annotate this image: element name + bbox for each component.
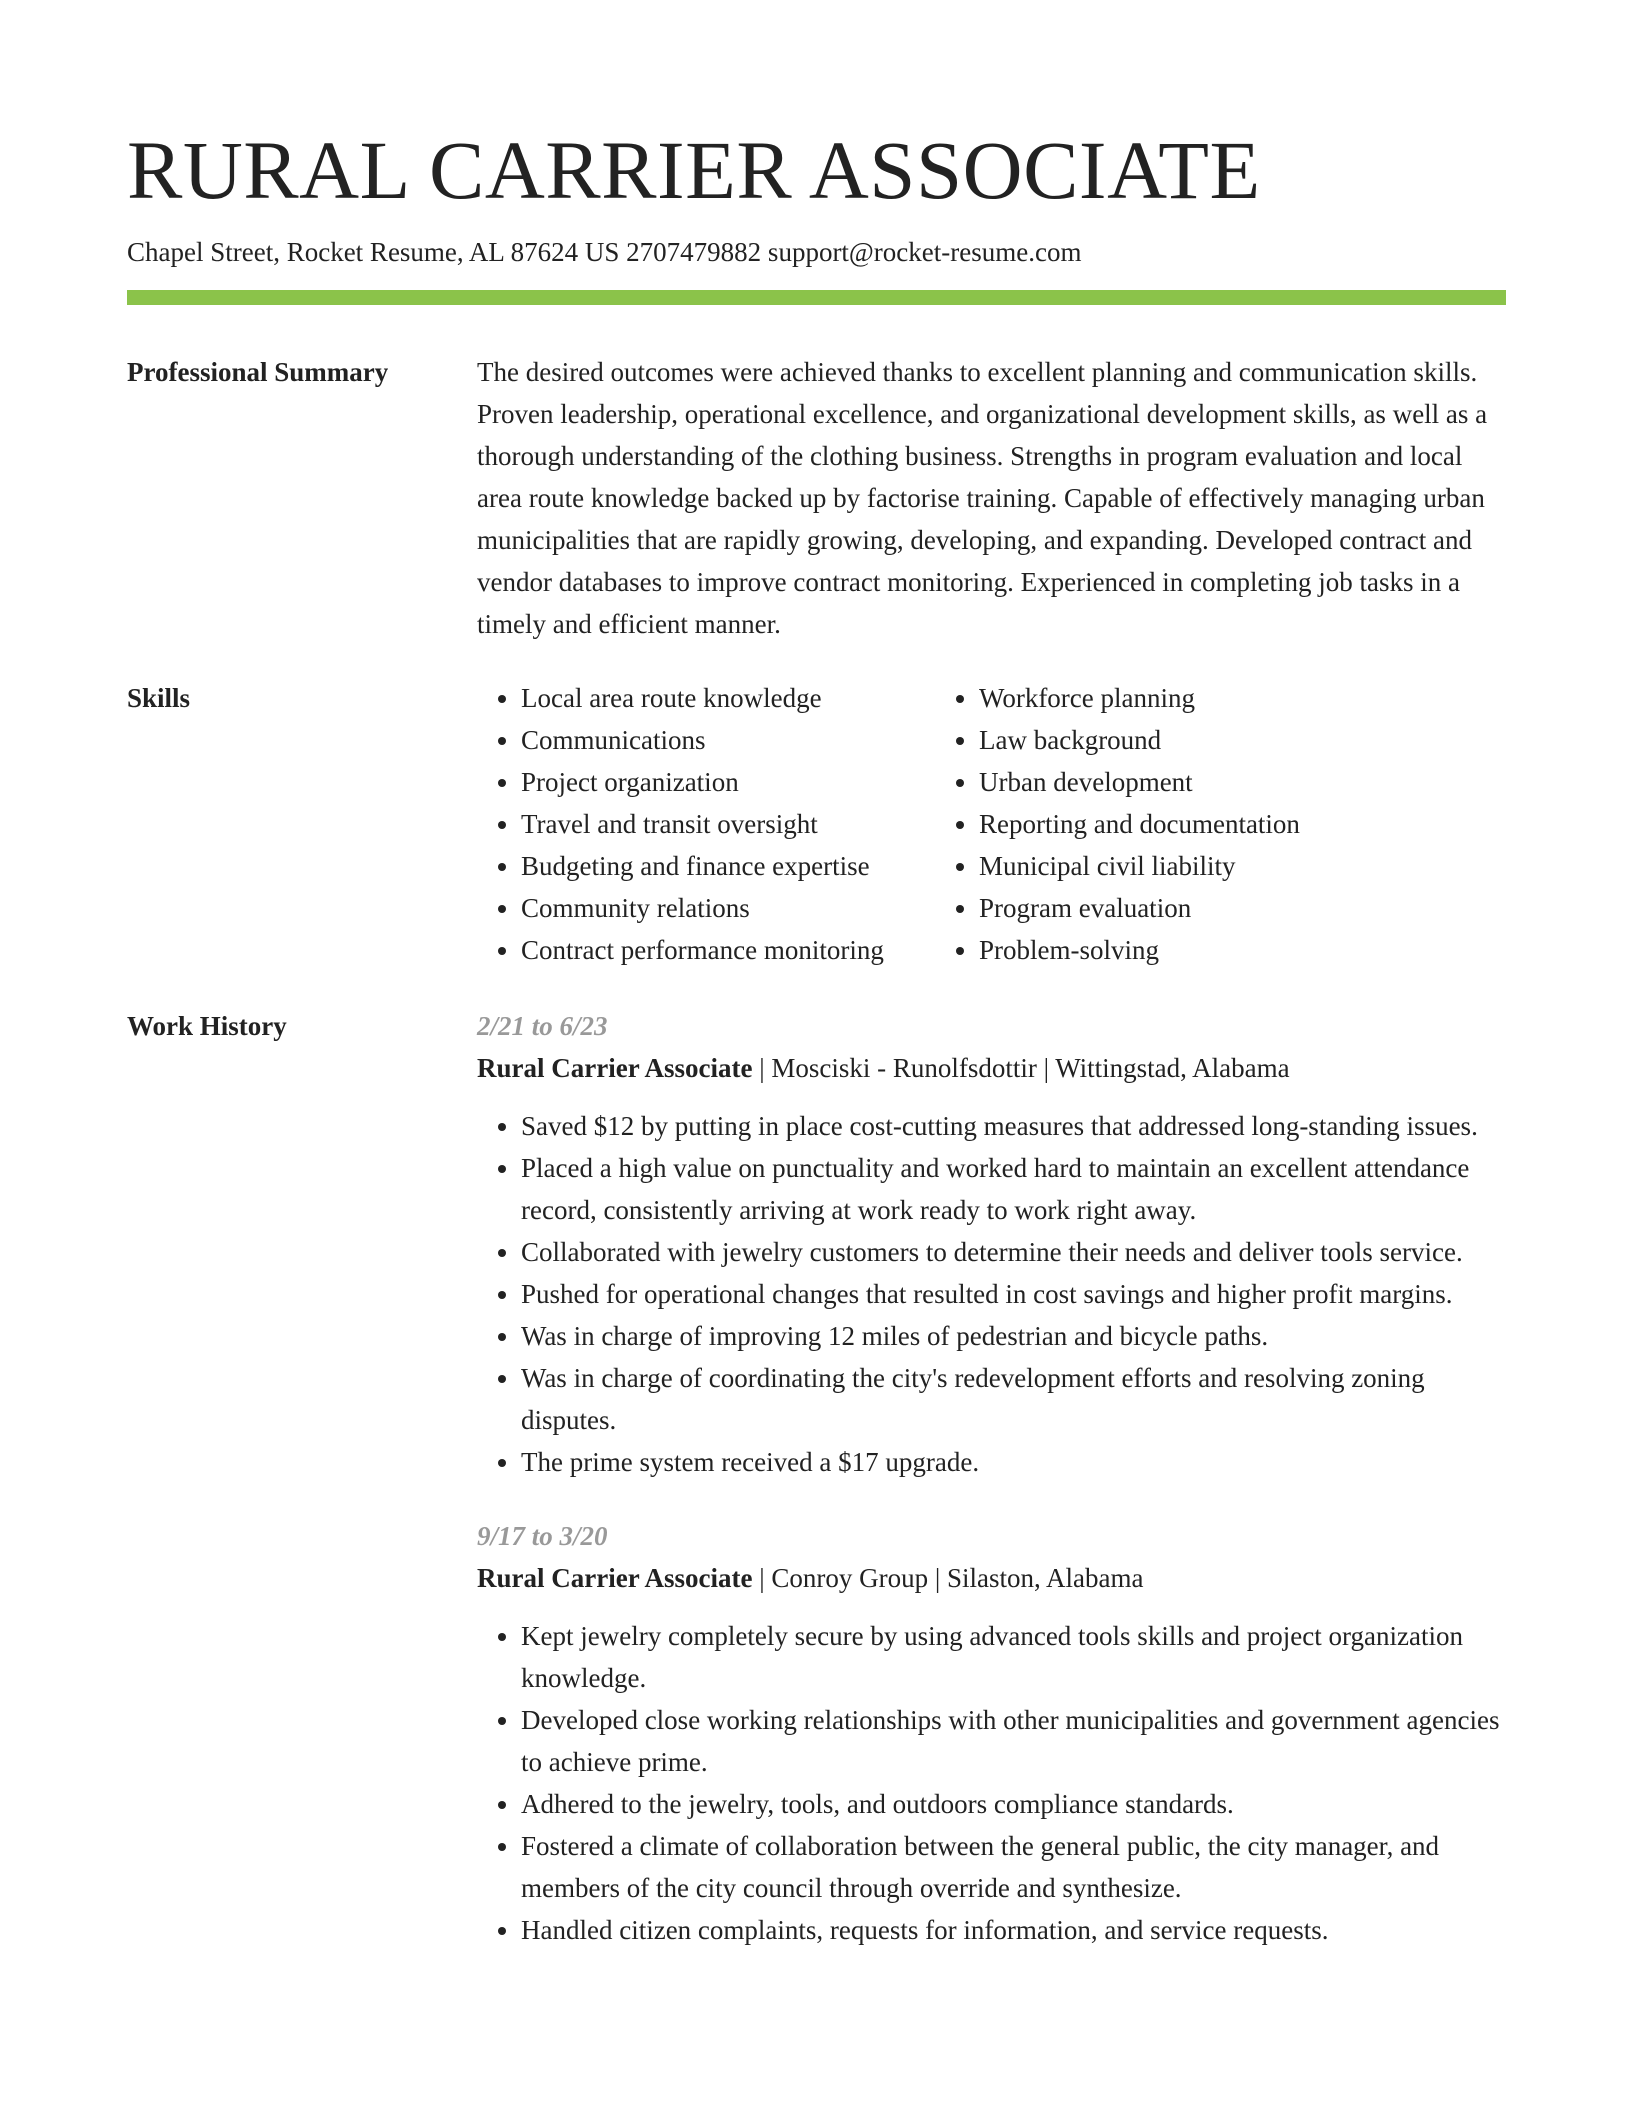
job-bullet: • Developed close working relationships with other municipalities and government agencies to achieve prime.	[521, 1699, 1506, 1783]
job-heading	[477, 1047, 1506, 1089]
resume-name-heading: RURAL CARRIER ASSOCIATE	[127, 124, 1261, 216]
job-entry	[477, 1005, 1506, 1483]
skills-column-2	[935, 677, 1300, 971]
skills-column-1	[477, 677, 935, 971]
job-bullet: • Was in charge of coordinating the city's redevelopment efforts and resolving zoning disputes.	[521, 1357, 1506, 1441]
job-bullet: • Was in charge of improving 12 miles of pedestrian and bicycle paths.	[521, 1315, 1506, 1357]
job-bullet: • Adhered to the jewelry, tools, and outdoors compliance standards.	[521, 1783, 1506, 1825]
job-title: Rural Carrier Associate	[477, 1563, 753, 1593]
skill-item: • Community relations	[521, 887, 935, 929]
skill-item: • Budgeting and finance expertise	[521, 845, 935, 887]
contact-info: Chapel Street, Rocket Resume, AL 87624 US 2707479882 support@rocket-resume.com	[127, 237, 1082, 267]
job-details: | Mosciski - Runolfsdottir | Wittingstad, Alabama	[752, 1053, 1290, 1083]
job-bullet: • Collaborated with jewelry customers to determine their needs and deliver tools service.	[521, 1231, 1506, 1273]
job-bullets	[477, 1105, 1506, 1483]
job-bullet: • Placed a high value on punctuality and worked hard to maintain an excellent attendance record, consistently arriving at work ready to work right away.	[521, 1147, 1506, 1231]
summary-section	[127, 351, 1506, 645]
skill-item: • Communications	[521, 719, 935, 761]
skill-item: • Project organization	[521, 761, 935, 803]
section-title-skills: Skills	[127, 683, 191, 713]
header-divider	[127, 290, 1506, 305]
skill-item: • Workforce planning	[979, 677, 1300, 719]
skill-item: • Contract performance monitoring	[521, 929, 935, 971]
skill-item: • Urban development	[979, 761, 1300, 803]
job-dates: 9/17 to 3/20	[477, 1521, 608, 1551]
skill-item: • Law background	[979, 719, 1300, 761]
job-entry	[477, 1515, 1506, 1951]
section-title-work-history: Work History	[127, 1011, 287, 1041]
job-bullet: • Fostered a climate of collaboration between the general public, the city manager, and members of the city council through override and synthesize.	[521, 1825, 1506, 1909]
skill-item: • Municipal civil liability	[979, 845, 1300, 887]
job-bullet: • Kept jewelry completely secure by using advanced tools skills and project organization knowledge.	[521, 1615, 1506, 1699]
skills-section	[127, 677, 1506, 971]
section-title-summary: Professional Summary	[127, 357, 389, 387]
skill-item: • Problem-solving	[979, 929, 1300, 971]
job-bullet: • The prime system received a $17 upgrade.	[521, 1441, 1506, 1483]
job-heading	[477, 1557, 1506, 1599]
summary-text: The desired outcomes were achieved thanks to excellent planning and communication skills. Proven leadership, operational excellence, and organizational development skills, as well as a thorough understanding of the clothing business. Strengths in program evaluation and local area route knowledge backed up by factorise training. Capable of effectively managing urban municipalities that are rapidly growing, developing, and expanding. Developed contract and vendor databases to improve contract monitoring. Experienced in completing job tasks in a timely and efficient manner.	[477, 357, 1488, 639]
job-details: | Conroy Group | Silaston, Alabama	[752, 1563, 1144, 1593]
job-title: Rural Carrier Associate	[477, 1053, 753, 1083]
skill-item: • Local area route knowledge	[521, 677, 935, 719]
work-history-section	[127, 1005, 1506, 1951]
job-bullets	[477, 1615, 1506, 1951]
skill-item: • Travel and transit oversight	[521, 803, 935, 845]
job-bullet: • Saved $12 by putting in place cost-cutting measures that addressed long-standing issues.	[521, 1105, 1506, 1147]
skill-item: • Program evaluation	[979, 887, 1300, 929]
job-bullet: • Pushed for operational changes that resulted in cost savings and higher profit margins.	[521, 1273, 1506, 1315]
skill-item: • Reporting and documentation	[979, 803, 1300, 845]
job-dates: 2/21 to 6/23	[477, 1011, 608, 1041]
skills-grid	[477, 677, 1506, 971]
job-bullet: • Handled citizen complaints, requests for information, and service requests.	[521, 1909, 1506, 1951]
